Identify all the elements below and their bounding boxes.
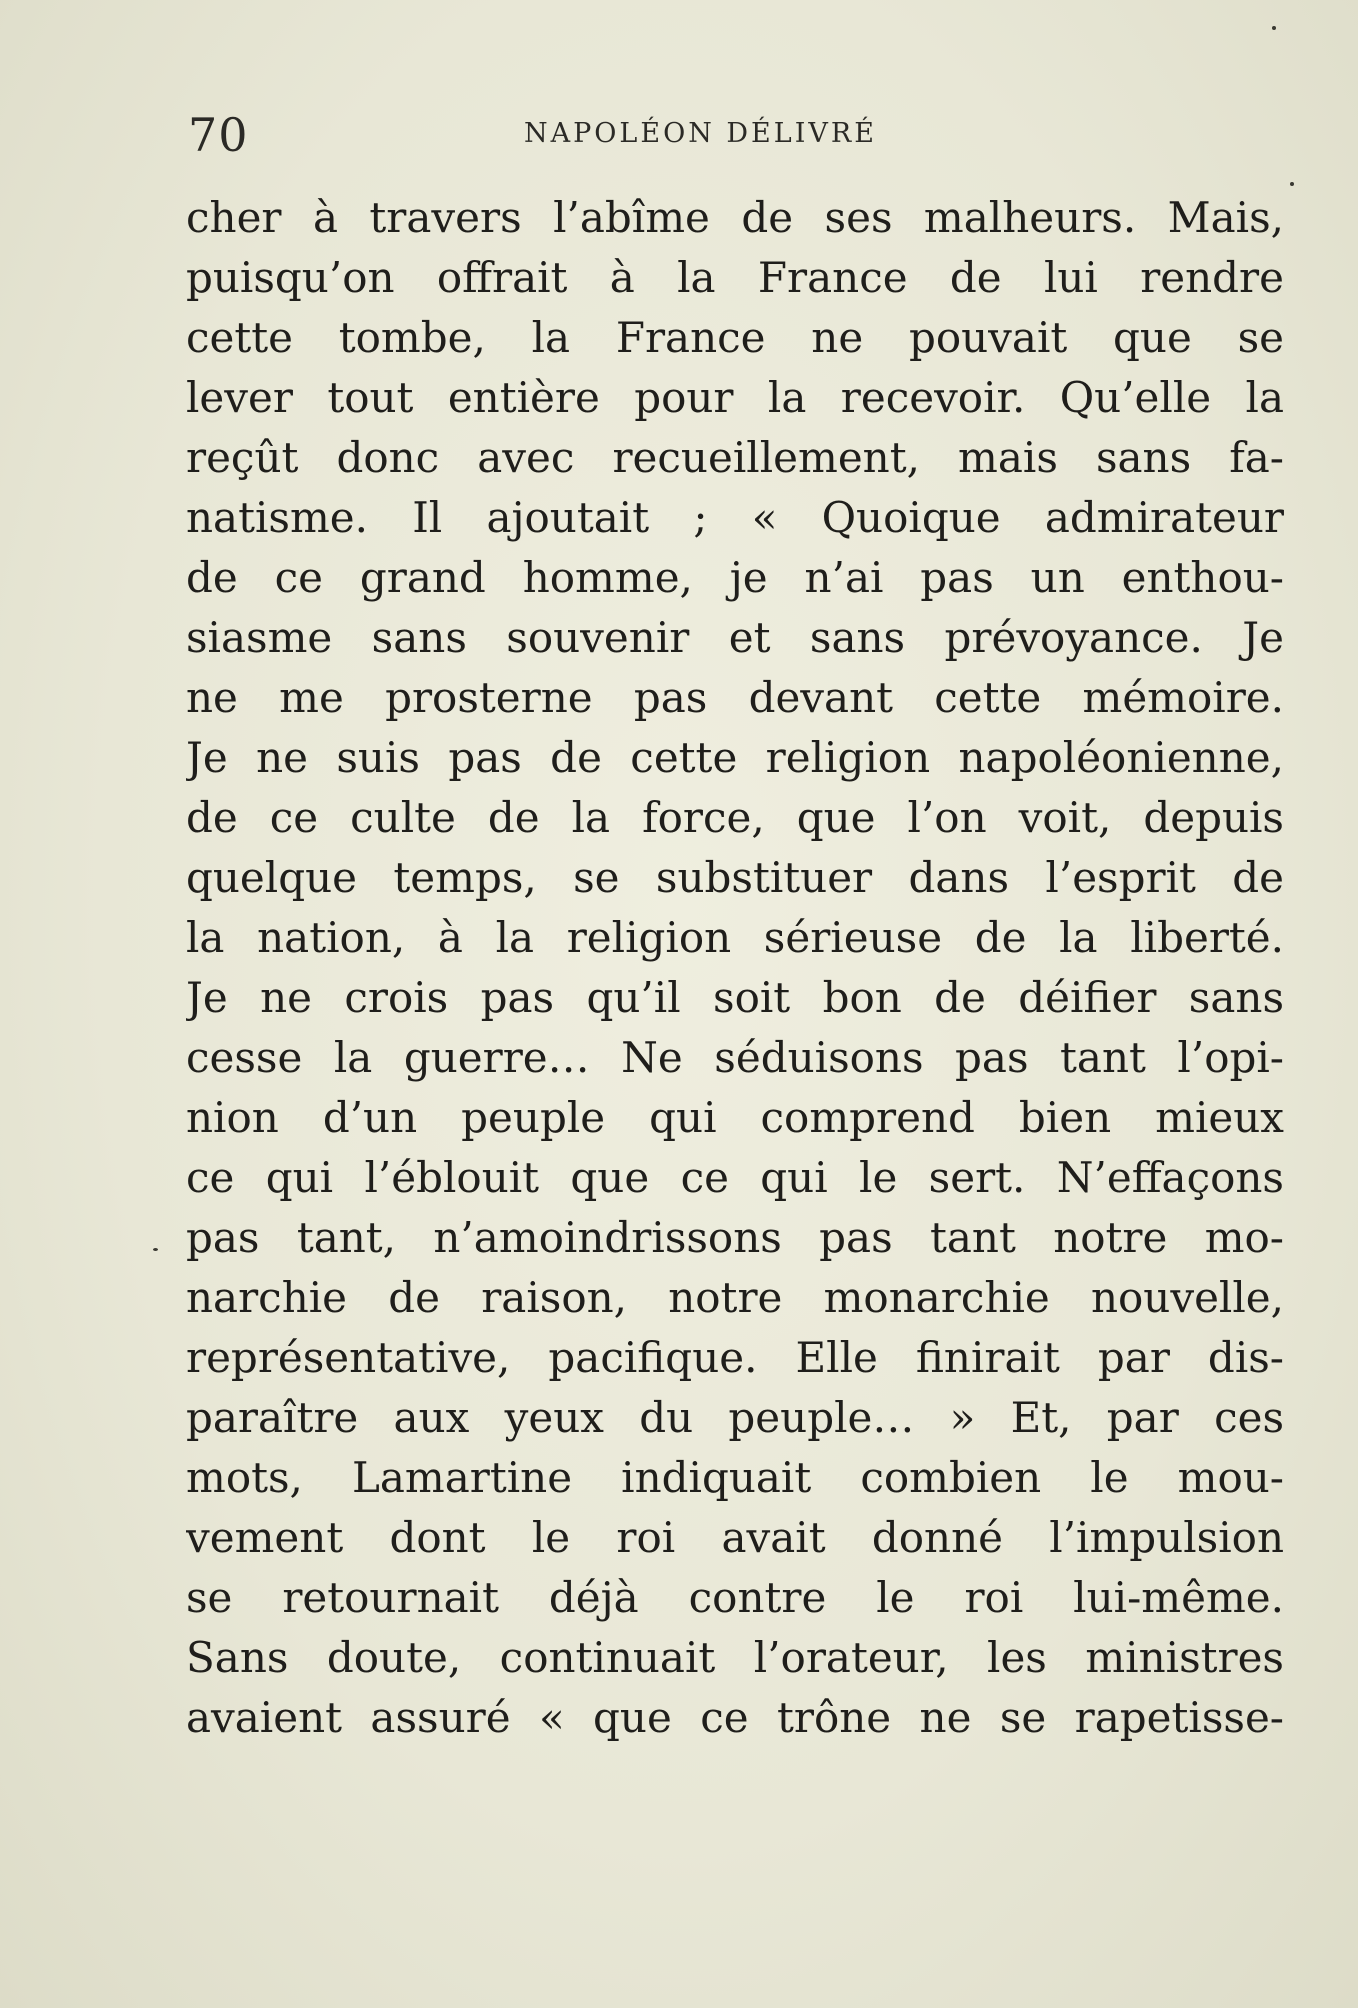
text-line: cesse la guerre… Ne séduisons pas tant l’opi- — [186, 1033, 1284, 1082]
text-line: puisqu’on offrait à la France de lui rendre — [186, 253, 1284, 302]
text-line: siasme sans souvenir et sans prévoyance. Je — [186, 613, 1284, 662]
text-line: reçût donc avec recueillement, mais sans fa- — [186, 433, 1284, 482]
text-line: quelque temps, se substituer dans l’esprit de — [186, 853, 1284, 902]
text-line: lever tout entière pour la recevoir. Qu’elle la — [186, 373, 1284, 422]
text-line: Je ne suis pas de cette religion napoléonienne, — [186, 733, 1284, 782]
text-line: nion d’un peuple qui comprend bien mieux — [186, 1093, 1284, 1142]
text-line: ce qui l’éblouit que ce qui le sert. N’effaçons — [186, 1153, 1284, 1202]
text-line: de ce culte de la force, que l’on voit, depuis — [186, 793, 1284, 842]
text-line: Je ne crois pas qu’il soit bon de déifier sans — [186, 973, 1284, 1022]
text-line: de ce grand homme, je n’ai pas un enthou- — [186, 553, 1284, 602]
text-line: narchie de raison, notre monarchie nouvelle, — [186, 1273, 1284, 1322]
text-line: Sans doute, continuait l’orateur, les ministres — [186, 1633, 1284, 1682]
text-line: paraître aux yeux du peuple… » Et, par ces — [186, 1393, 1284, 1442]
text-line: cher à travers l’abîme de ses malheurs. Mais, — [186, 193, 1284, 242]
text-line: représentative, pacifique. Elle finirait par dis- — [186, 1333, 1284, 1382]
text-line: avaient assuré « que ce trône ne se rapetisse- — [186, 1693, 1284, 1742]
running-head: NAPOLÉON DÉLIVRÉ — [524, 118, 877, 149]
paper-speck — [153, 1248, 158, 1251]
text-line: mots, Lamartine indiquait combien le mou- — [186, 1453, 1284, 1502]
text-line: natisme. Il ajoutait ; « Quoique admirateur — [186, 493, 1284, 542]
text-line: se retournait déjà contre le roi lui-même. — [186, 1573, 1284, 1622]
paper-speck — [1272, 26, 1276, 30]
text-line: pas tant, n’amoindrissons pas tant notre mo- — [186, 1213, 1284, 1262]
text-line: ne me prosterne pas devant cette mémoire. — [186, 673, 1284, 722]
body-text — [186, 188, 1284, 1748]
text-line: la nation, à la religion sérieuse de la liberté. — [186, 913, 1284, 962]
paper-speck — [1290, 182, 1294, 186]
text-line: vement dont le roi avait donné l’impulsion — [186, 1513, 1284, 1562]
text-line: cette tombe, la France ne pouvait que se — [186, 313, 1284, 362]
page-number: 70 — [188, 108, 249, 162]
